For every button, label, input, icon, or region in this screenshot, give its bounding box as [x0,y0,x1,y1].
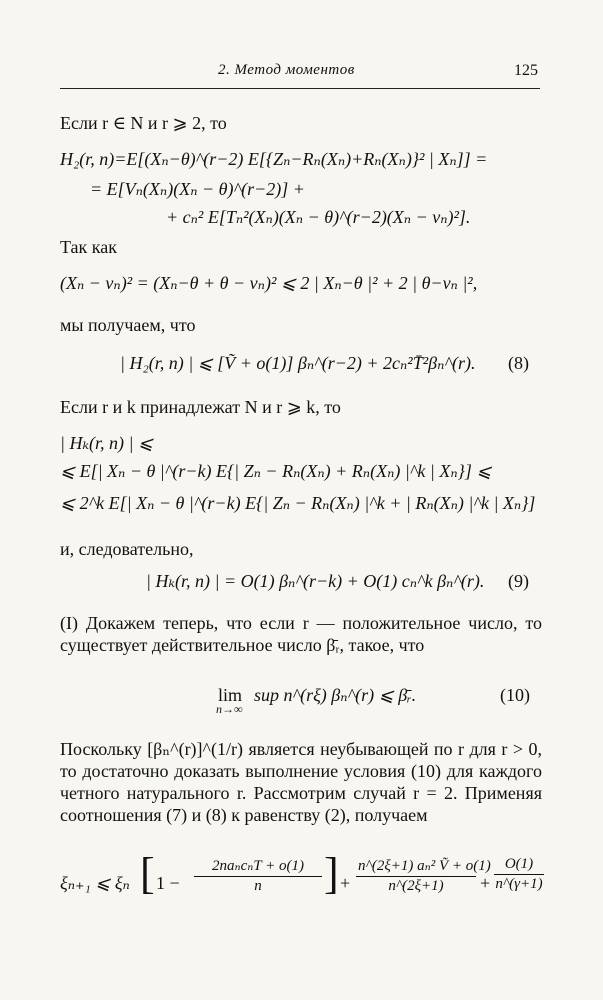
text-line: Если r ∈ N и r ⩾ 2, то [60,113,227,133]
equation-8: | H₂(r, n) | ⩽ [Ṽ + o(1)] βₙ^(r−2) + 2cₙ²T̄²βₙ^(r). [120,353,476,373]
paragraph-claim: (I) Докажем теперь, что если r — положительное число, то существует действительное число β̄ᵣ, такое, что [60,613,542,655]
equation-h2-line2: = E[Vₙ(Xₙ)(Xₙ − θ)^(r−2)] + [90,179,305,199]
text-line: Если r и k принадлежат N и r ⩾ k, то [60,397,341,417]
equation-last-one: 1 − [156,873,180,893]
text-line: и, следовательно, [60,539,194,559]
equation-last-plus-2: + [480,873,491,893]
equation-number: (8) [508,353,529,373]
equation-hk-line3: ⩽ 2^k E[| Xₙ − θ |^(r−k) E{| Zₙ − Rₙ(Xₙ) |^k + | Rₙ(Xₙ) |^k | Xₙ}] [60,493,536,513]
running-header: 2. Метод моментов [218,62,355,78]
equation-number: (10) [500,685,530,705]
equation-last-plus: + [340,873,351,893]
fraction-1-denominator: n [254,878,262,894]
equation-number: (9) [508,571,529,591]
fraction-3 [494,856,544,893]
equation-10: sup n^(rξ) βₙ^(r) ⩽ β̄ᵣ. [254,685,417,705]
fraction-1-numerator: 2naₙcₙT + o(1) [194,856,322,877]
header-rule [60,88,540,89]
equation-last-left: ξₙ₊₁ ⩽ ξₙ [60,873,130,893]
text-line: Так как [60,237,117,257]
fraction-1 [194,856,322,895]
equation-10-lim: lim [218,685,243,705]
right-bracket: ] [324,849,339,898]
equation-h2-line1: H₂(r, n)=E[(Xₙ−θ)^(r−2) E[{Zₙ−Rₙ(Xₙ)+Rₙ(Xₙ)}² | Xₙ]] = [60,149,488,169]
equation-h2-line3: + cₙ² E[Tₙ²(Xₙ)(Xₙ − θ)^(r−2)(Xₙ − vₙ)²]. [166,207,471,227]
paragraph-proof: Поскольку [βₙ^(r)]^(1/r) является неубывающей по r для r > 0, то достаточно доказать выполнение условия (10) для каждого четного натурального r. Рассмотрим случай r = 2. Применяя соотношения (7) и (8) к равенству (2), получаем [60,739,542,825]
equation-10-limit-sub: n→∞ [216,702,243,716]
fraction-2 [356,856,491,895]
left-bracket: [ [140,849,155,898]
fraction-2-numerator: n^(2ξ+1) aₙ² Ṽ + o(1) [356,856,476,877]
fraction-2-denominator: n^(2ξ+1) [388,878,444,894]
text-line: мы получаем, что [60,315,196,335]
fraction-3-denominator: n^(γ+1) [495,876,543,892]
page-number: 125 [514,62,538,79]
fraction-3-numerator: O(1) [494,856,544,875]
equation-hk-line1: | Hₖ(r, n) | ⩽ [60,433,154,453]
equation-hk-line2: ⩽ E[| Xₙ − θ |^(r−k) E{| Zₙ − Rₙ(Xₙ) + Rₙ(Xₙ) |^k | Xₙ}] ⩽ [60,461,492,481]
equation-inequality: (Xₙ − vₙ)² = (Xₙ−θ + θ − vₙ)² ⩽ 2 | Xₙ−θ |² + 2 | θ−vₙ |², [60,273,478,293]
equation-9: | Hₖ(r, n) | = O(1) βₙ^(r−k) + O(1) cₙ^k βₙ^(r). [146,571,485,591]
